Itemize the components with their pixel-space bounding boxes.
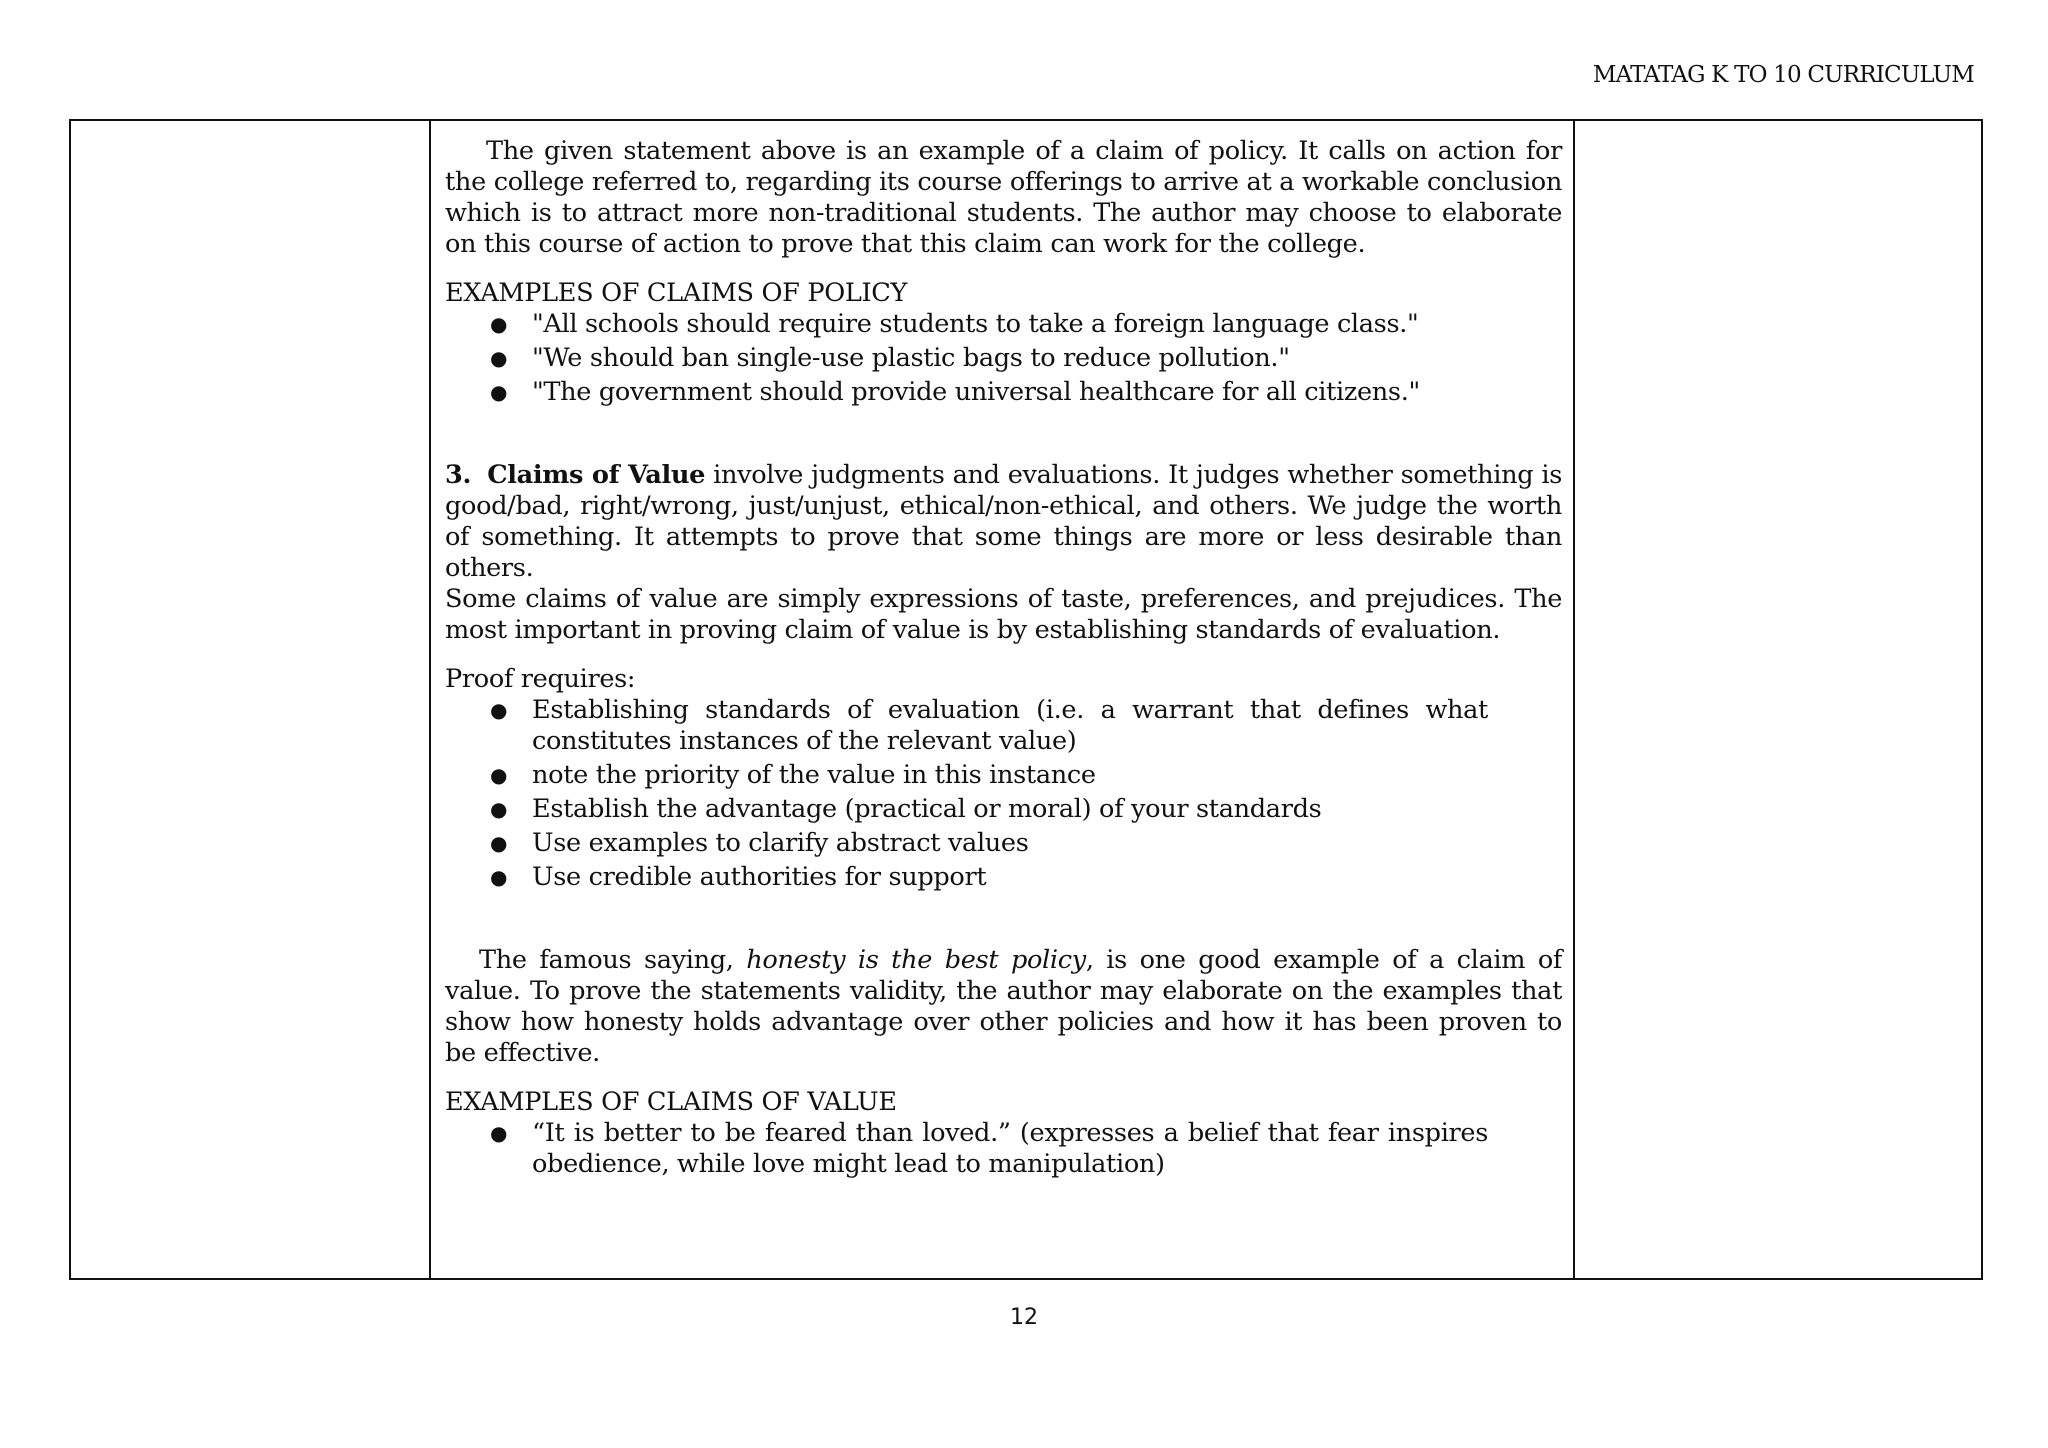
bullet-icon: ● <box>490 865 508 889</box>
bullet-icon: ● <box>490 380 508 404</box>
value-examples-list <box>445 1118 1562 1180</box>
policy-explanation-paragraph: The given statement above is an example of a claim of policy. It calls on action for the college referred to, regarding its course offerings to arrive at a workable conclusion which is to attract more non-traditional students. The author may choose to elaborate on this course of action to prove that this claim can work for the college. <box>445 136 1562 259</box>
proof-requirements-list <box>445 695 1562 893</box>
list-item: ● "All schools should require students to take a foreign language class." <box>490 309 1419 339</box>
list-item: ● “It is better to be feared than loved.” (expresses a belief that fear inspires obedience, while love might lead to manipulation) <box>490 1118 1488 1179</box>
lesson-content-cell <box>445 136 1562 1183</box>
bullet-icon: ● <box>490 763 508 787</box>
list-item: ● "The government should provide universal healthcare for all citizens." <box>490 377 1420 407</box>
policy-examples-heading: EXAMPLES OF CLAIMS OF POLICY <box>445 278 908 308</box>
list-item: ● Establish the advantage (practical or moral) of your standards <box>490 794 1322 824</box>
list-item: ● Establishing standards of evaluation (i.e. a warrant that defines what constitutes instances of the relevant value) <box>490 695 1488 756</box>
famous-saying-paragraph: The famous saying, honesty is the best policy, is one good example of a claim of value. To prove the statements validity, the author may elaborate on the examples that show how honesty holds advantage over other policies and how it has been proven to be effective. <box>445 945 1563 1068</box>
column-divider-left <box>429 121 431 1278</box>
bullet-icon: ● <box>490 346 508 370</box>
page-number: 12 <box>1010 1305 1038 1330</box>
column-divider-right <box>1573 121 1575 1278</box>
curriculum-header: MATATAG K TO 10 CURRICULUM <box>1592 62 1974 88</box>
list-item: ● note the priority of the value in this instance <box>490 760 1096 790</box>
list-item: ● Use credible authorities for support <box>490 862 987 892</box>
bullet-icon: ● <box>490 312 508 336</box>
bullet-icon: ● <box>490 797 508 821</box>
policy-examples-list <box>445 309 1562 408</box>
proof-heading: Proof requires: <box>445 664 636 694</box>
claims-of-value-paragraph <box>445 460 1562 584</box>
claim-term: Claims of Value <box>487 460 706 490</box>
list-item: ● "We should ban single-use plastic bags to reduce pollution." <box>490 343 1290 373</box>
lesson-table <box>69 119 1983 1280</box>
bullet-icon: ● <box>490 698 508 722</box>
bullet-icon: ● <box>490 831 508 855</box>
claim-number: 3. <box>445 460 472 490</box>
bullet-icon: ● <box>490 1121 508 1145</box>
value-examples-heading: EXAMPLES OF CLAIMS OF VALUE <box>445 1087 897 1117</box>
famous-saying-quote: honesty is the best policy <box>746 945 1086 975</box>
value-taste-paragraph: Some claims of value are simply expressions of taste, preferences, and prejudices. The most important in proving claim of value is by establishing standards of evaluation. <box>445 584 1562 645</box>
list-item: ● Use examples to clarify abstract values <box>490 828 1029 858</box>
claim-definition: involve judgments and evaluations. It judges whether something is good/bad, right/wrong, just/unjust, ethical/non-ethical, and others. We judge the worth of something. It attempts to prove that some things are more or less desirable than others. <box>445 460 1562 583</box>
